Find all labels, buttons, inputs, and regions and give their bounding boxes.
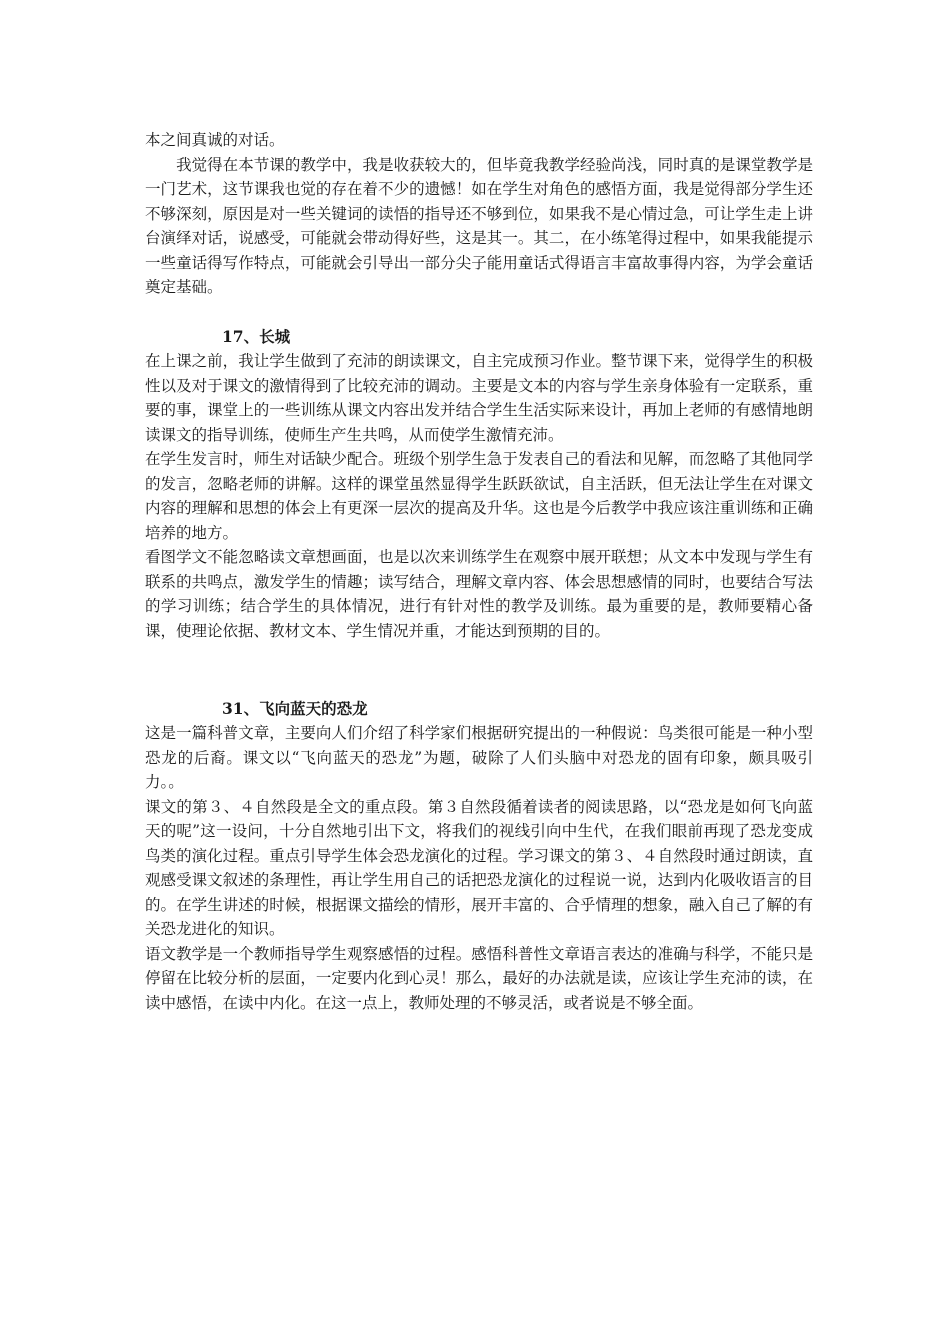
great-wall-section	[145, 349, 813, 643]
dinosaur-section	[145, 721, 813, 1015]
paragraph: 这是一篇科普文章，主要向人们介绍了科学家们根据研究提出的一种假说：鸟类很可能是一种小型恐龙的后裔。课文以“飞向蓝天的恐龙”为题，破除了人们头脑中对恐龙的固有印象，颇具吸引力。。	[145, 724, 813, 791]
paragraph: 看图学文不能忽略读文章想画面，也是以次来训练学生在观察中展开联想；从文本中发现与学生有联系的共鸣点，激发学生的情趣；读写结合，理解文章内容、体会思想感情的同时，也要结合写法的学习训练；结合学生的具体情况，进行有针对性的教学及训练。最为重要的是，教师要精心备课，使理论依据、教材文本、学生情况并重，才能达到预期的目的。	[145, 548, 813, 640]
paragraph: 语文教学是一个教师指导学生观察感悟的过程。感悟科普性文章语言表达的准确与科学，不能只是停留在比较分析的层面，一定要内化到心灵！那么，最好的办法就是读，应该让学生充沛的读，在读中感悟，在读中内化。在这一点上，教师处理的不够灵活，或者说是不够全面。	[145, 944, 813, 1012]
paragraph: 我觉得在本节课的教学中，我是收获较大的，但毕竟我教学经验尚浅，同时真的是课堂教学是一门艺术，这节课我也觉的存在着不少的遗憾！如在学生对角色的感悟方面，我是觉得部分学生还不够深刻，原因是对一些关键词的读悟的指导还不够到位，如果我不是心情过急，可让学生走上讲台演绎对话，说感受，可能就会带动得好些，这是其一。其二，在小练笔得过程中，如果我能提示一些童话得写作特点，可能就会引导出一部分尖子能用童话式得语言丰富故事得内容，为学会童话奠定基础。	[145, 155, 813, 296]
paragraph: 课文的第３、４自然段是全文的重点段。第３自然段循着读者的阅读思路，以“恐龙是如何飞向蓝天的呢”这一设问，十分自然地引出下文，将我们的视线引向中生代，在我们眼前再现了恐龙变成鸟类的演化过程。重点引导学生体会恐龙演化的过程。学习课文的第３、４自然段时通过朗读，直观感受课文叙述的条理性，再让学生用自己的话把恐龙演化的过程说一说，达到内化吸收语言的目的。在学生讲述的时候，根据课文描绘的情形，展开丰富的、合乎情理的想象，融入自己了解的有关恐龙进化的知识。	[145, 797, 813, 938]
section-title-great-wall: 17、长城	[222, 327, 291, 346]
paragraph: 本之间真诚的对话。	[145, 131, 285, 149]
paragraph: 在学生发言时，师生对话缺少配合。班级个别学生急于发表自己的看法和见解，而忽略了其他同学的发言，忽略老师的讲解。这样的课堂虽然显得学生跃跃欲试，自主活跃，但无法让学生在对课文内容的理解和思想的体会上有更深一层次的提高及升华。这也是今后教学中我应该注重训练和正确培养的地方。	[145, 450, 813, 542]
paragraph: 在上课之前，我让学生做到了充沛的朗读课文，自主完成预习作业。整节课下来，觉得学生的积极性以及对于课文的激情得到了比较充沛的调动。主要是文本的内容与学生亲身体验有一定联系，重要的事，课堂上的一些训练从课文内容出发并结合学生生活实际来设计，再加上老师的有感情地朗读课文的指导训练，使师生产生共鸣，从而使学生激情充沛。	[145, 352, 813, 444]
intro-section	[145, 128, 813, 300]
section-title-dinosaur: 31、飞向蓝天的恐龙	[222, 699, 368, 718]
